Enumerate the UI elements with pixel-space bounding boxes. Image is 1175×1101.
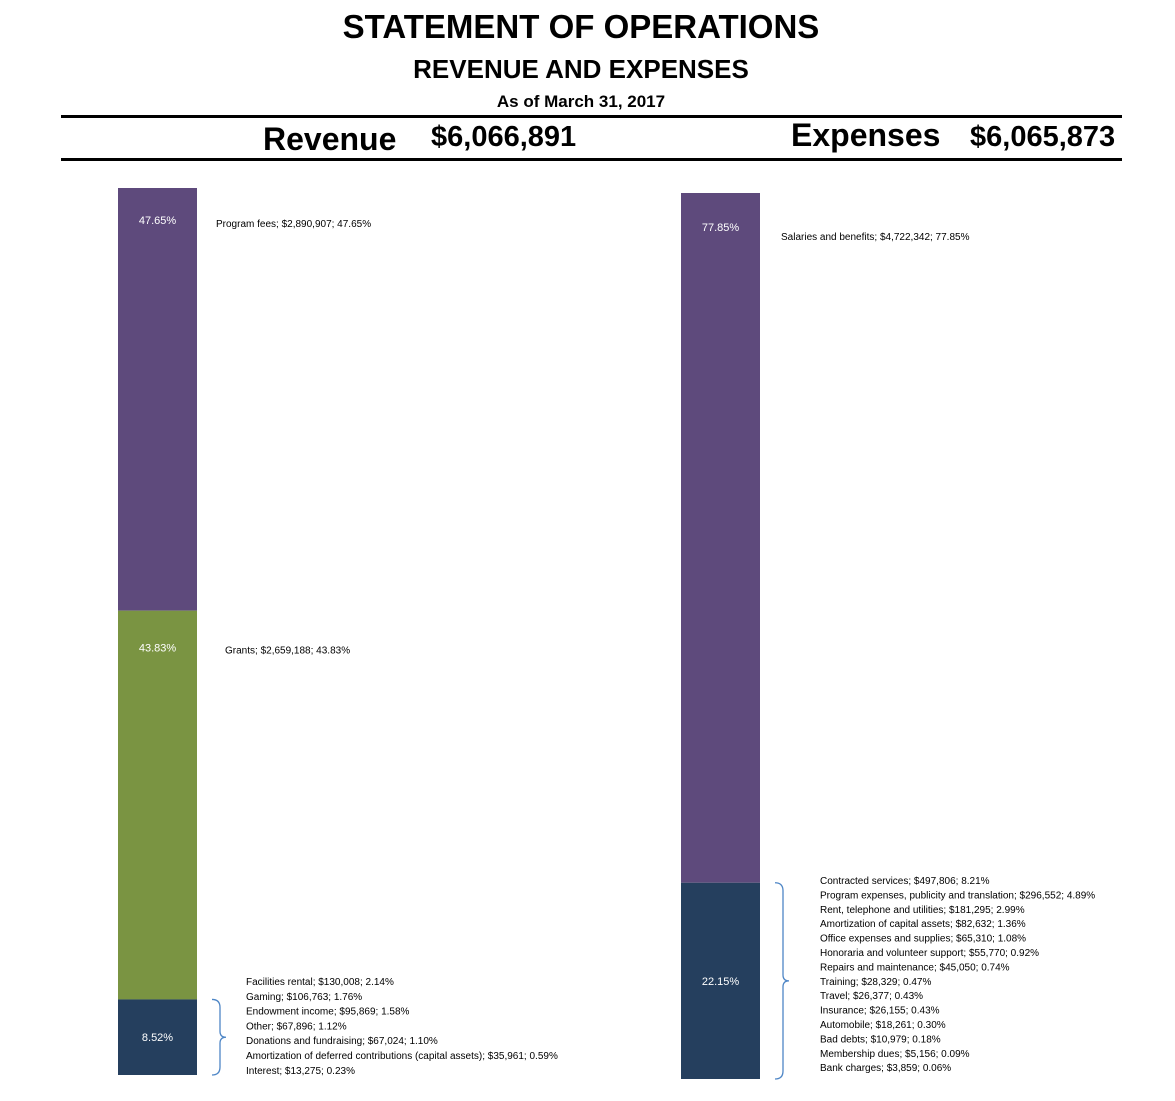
breakdown-item: Automobile; $18,261; 0.30% (820, 1020, 946, 1031)
page-subtitle: REVENUE AND EXPENSES (413, 54, 749, 84)
breakdown-item: Membership dues; $5,156; 0.09% (820, 1048, 970, 1060)
segment-data-label: Grants; $2,659,188; 43.83% (225, 645, 351, 657)
breakdown-item: Repairs and maintenance; $45,050; 0.74% (820, 962, 1010, 974)
group-brace (775, 883, 789, 1079)
breakdown-item: Facilities rental; $130,008; 2.14% (246, 977, 394, 988)
breakdown-item: Insurance; $26,155; 0.43% (820, 1005, 940, 1017)
group-brace (212, 999, 226, 1075)
breakdown-item: Office expenses and supplies; $65,310; 1.08% (820, 933, 1027, 945)
revenue-total: $6,066,891 (431, 121, 577, 153)
segment-percent-label: 22.15% (701, 975, 740, 988)
breakdown-item: Bank charges; $3,859; 0.06% (820, 1063, 952, 1075)
segment-percent-label: 8.52% (141, 1032, 174, 1045)
expenses-total: $6,065,873 (970, 121, 1116, 153)
expenses-heading: Expenses (791, 117, 941, 153)
bar-segment-program-fees (118, 188, 197, 611)
revenue-heading: Revenue (263, 121, 397, 157)
breakdown-item: Interest; $13,275; 0.23% (246, 1065, 355, 1077)
breakdown-item: Rent, telephone and utilities; $181,295; 2.99% (820, 904, 1025, 916)
breakdown-item: Other; $67,896; 1.12% (246, 1021, 347, 1033)
segment-percent-label: 77.85% (701, 222, 740, 234)
breakdown-item: Honoraria and volunteer support; $55,770; 0.92% (820, 948, 1040, 959)
bar-segment-grants (118, 611, 197, 1000)
bar-segment-salaries-and-benefits (681, 193, 760, 883)
segment-percent-label: 47.65% (138, 215, 177, 227)
breakdown-item: Amortization of deferred contributions (capital assets); $35,961; 0.59% (246, 1051, 558, 1062)
page-title: STATEMENT OF OPERATIONS (342, 8, 820, 45)
breakdown-item: Contracted services; $497,806; 8.21% (820, 876, 990, 887)
segment-data-label: Program fees; $2,890,907; 47.65% (216, 219, 372, 230)
breakdown-item: Travel; $26,377; 0.43% (820, 991, 924, 1003)
breakdown-item: Gaming; $106,763; 1.76% (246, 991, 363, 1003)
breakdown-item: Endowment income; $95,869; 1.58% (246, 1006, 410, 1018)
breakdown-item: Bad debts; $10,979; 0.18% (820, 1034, 941, 1046)
report-date: As of March 31, 2017 (496, 92, 666, 111)
breakdown-item: Amortization of capital assets; $82,632; 1.36% (820, 919, 1026, 931)
segment-percent-label: 43.83% (138, 642, 177, 655)
breakdown-item: Program expenses, publicity and translation; $296,552; 4.89% (820, 890, 1096, 902)
breakdown-item: Training; $28,329; 0.47% (820, 976, 932, 988)
segment-data-label: Salaries and benefits; $4,722,342; 77.85% (781, 232, 970, 243)
breakdown-item: Donations and fundraising; $67,024; 1.10% (246, 1036, 438, 1048)
